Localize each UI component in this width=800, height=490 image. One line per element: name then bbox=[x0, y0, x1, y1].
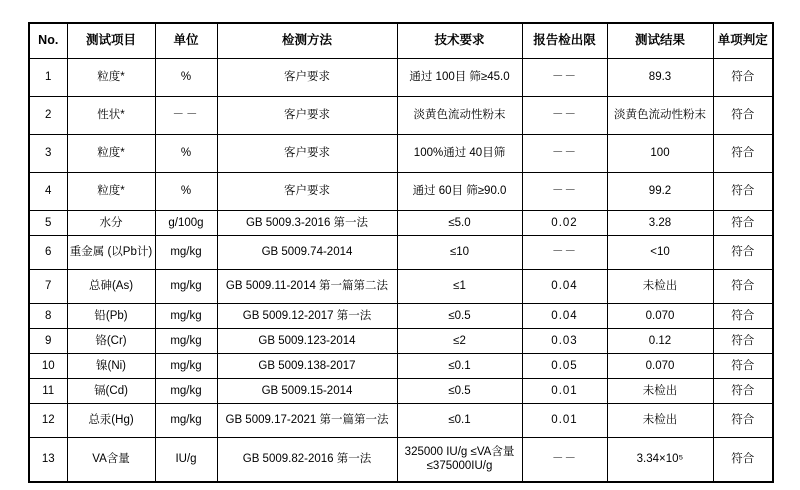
table-row bbox=[29, 270, 773, 304]
row-result: 未检出 bbox=[607, 379, 713, 404]
row-requirement: 通过 60目 筛≥90.0 bbox=[397, 173, 522, 211]
row-judgement: 符合 bbox=[713, 438, 773, 482]
row-item: 总汞(Hg) bbox=[67, 404, 155, 438]
row-result: 89.3 bbox=[607, 59, 713, 97]
row-result: 3.28 bbox=[607, 211, 713, 236]
row-result: 未检出 bbox=[607, 404, 713, 438]
header-row bbox=[29, 23, 773, 59]
table-row bbox=[29, 404, 773, 438]
header-no: No. bbox=[29, 23, 67, 59]
row-requirement: 325000 IU/g ≤VA含量≤375000IU/g bbox=[397, 438, 522, 482]
row-unit: mg/kg bbox=[155, 270, 217, 304]
row-unit: mg/kg bbox=[155, 329, 217, 354]
row-unit: mg/kg bbox=[155, 379, 217, 404]
row-judgement: 符合 bbox=[713, 304, 773, 329]
row-judgement: 符合 bbox=[713, 135, 773, 173]
table-row bbox=[29, 438, 773, 482]
table-row bbox=[29, 379, 773, 404]
header-judgement: 单项判定 bbox=[713, 23, 773, 59]
table-row bbox=[29, 354, 773, 379]
row-detection-limit: －－ bbox=[522, 97, 607, 135]
row-item: 镉(Cd) bbox=[67, 379, 155, 404]
row-method: 客户要求 bbox=[217, 135, 397, 173]
row-detection-limit: 0.04 bbox=[522, 304, 607, 329]
row-no: 5 bbox=[29, 211, 67, 236]
row-item: 粒度* bbox=[67, 59, 155, 97]
table-body bbox=[29, 59, 773, 482]
header-detection-limit: 报告检出限 bbox=[522, 23, 607, 59]
row-judgement: 符合 bbox=[713, 354, 773, 379]
row-detection-limit: 0.03 bbox=[522, 329, 607, 354]
row-unit: g/100g bbox=[155, 211, 217, 236]
row-judgement: 符合 bbox=[713, 379, 773, 404]
table-row bbox=[29, 211, 773, 236]
table-header bbox=[29, 23, 773, 59]
row-requirement: ≤2 bbox=[397, 329, 522, 354]
row-no: 11 bbox=[29, 379, 67, 404]
row-method: GB 5009.74-2014 bbox=[217, 236, 397, 270]
row-method: GB 5009.123-2014 bbox=[217, 329, 397, 354]
row-requirement: ≤0.1 bbox=[397, 354, 522, 379]
row-requirement: ≤0.5 bbox=[397, 379, 522, 404]
row-requirement: 100%通过 40目筛 bbox=[397, 135, 522, 173]
row-no: 7 bbox=[29, 270, 67, 304]
row-item: 性状* bbox=[67, 97, 155, 135]
row-result: 0.12 bbox=[607, 329, 713, 354]
row-no: 1 bbox=[29, 59, 67, 97]
row-method: 客户要求 bbox=[217, 59, 397, 97]
row-detection-limit: －－ bbox=[522, 438, 607, 482]
row-item: 总砷(As) bbox=[67, 270, 155, 304]
row-result: 0.070 bbox=[607, 354, 713, 379]
row-no: 13 bbox=[29, 438, 67, 482]
header-method: 检测方法 bbox=[217, 23, 397, 59]
row-requirement: ≤0.5 bbox=[397, 304, 522, 329]
row-unit: mg/kg bbox=[155, 304, 217, 329]
table-row bbox=[29, 304, 773, 329]
row-method: GB 5009.12-2017 第一法 bbox=[217, 304, 397, 329]
row-detection-limit: －－ bbox=[522, 135, 607, 173]
row-requirement: 通过 100目 筛≥45.0 bbox=[397, 59, 522, 97]
row-item: 水分 bbox=[67, 211, 155, 236]
row-requirement: ≤1 bbox=[397, 270, 522, 304]
row-requirement: ≤5.0 bbox=[397, 211, 522, 236]
row-method: 客户要求 bbox=[217, 97, 397, 135]
row-item: VA含量 bbox=[67, 438, 155, 482]
row-judgement: 符合 bbox=[713, 404, 773, 438]
row-unit: mg/kg bbox=[155, 404, 217, 438]
row-detection-limit: 0.01 bbox=[522, 404, 607, 438]
row-result: 0.070 bbox=[607, 304, 713, 329]
row-result: 99.2 bbox=[607, 173, 713, 211]
row-item: 粒度* bbox=[67, 135, 155, 173]
header-item: 测试项目 bbox=[67, 23, 155, 59]
row-item: 铅(Pb) bbox=[67, 304, 155, 329]
row-no: 9 bbox=[29, 329, 67, 354]
row-requirement: ≤0.1 bbox=[397, 404, 522, 438]
row-method: GB 5009.11-2014 第一篇第二法 bbox=[217, 270, 397, 304]
row-detection-limit: －－ bbox=[522, 173, 607, 211]
row-item: 重金属 (以Pb计) bbox=[67, 236, 155, 270]
row-no: 12 bbox=[29, 404, 67, 438]
row-item: 铬(Cr) bbox=[67, 329, 155, 354]
row-item: 粒度* bbox=[67, 173, 155, 211]
row-judgement: 符合 bbox=[713, 270, 773, 304]
row-method: GB 5009.138-2017 bbox=[217, 354, 397, 379]
row-no: 2 bbox=[29, 97, 67, 135]
header-requirement: 技术要求 bbox=[397, 23, 522, 59]
row-judgement: 符合 bbox=[713, 329, 773, 354]
table-row bbox=[29, 329, 773, 354]
row-detection-limit: 0.04 bbox=[522, 270, 607, 304]
row-judgement: 符合 bbox=[713, 236, 773, 270]
row-method: GB 5009.3-2016 第一法 bbox=[217, 211, 397, 236]
row-result: 未检出 bbox=[607, 270, 713, 304]
test-results-table bbox=[28, 22, 774, 483]
row-method: GB 5009.17-2021 第一篇第一法 bbox=[217, 404, 397, 438]
row-detection-limit: －－ bbox=[522, 59, 607, 97]
row-requirement: ≤10 bbox=[397, 236, 522, 270]
row-unit: IU/g bbox=[155, 438, 217, 482]
row-detection-limit: 0.01 bbox=[522, 379, 607, 404]
row-detection-limit: 0.02 bbox=[522, 211, 607, 236]
row-no: 8 bbox=[29, 304, 67, 329]
row-no: 10 bbox=[29, 354, 67, 379]
row-judgement: 符合 bbox=[713, 59, 773, 97]
row-no: 3 bbox=[29, 135, 67, 173]
row-requirement: 淡黄色流动性粉末 bbox=[397, 97, 522, 135]
row-no: 4 bbox=[29, 173, 67, 211]
table-row bbox=[29, 59, 773, 97]
header-result: 测试结果 bbox=[607, 23, 713, 59]
table-row bbox=[29, 173, 773, 211]
row-unit: % bbox=[155, 173, 217, 211]
row-method: GB 5009.82-2016 第一法 bbox=[217, 438, 397, 482]
table-row bbox=[29, 135, 773, 173]
row-unit: mg/kg bbox=[155, 236, 217, 270]
table-row bbox=[29, 97, 773, 135]
row-unit: % bbox=[155, 135, 217, 173]
row-result: 3.34×10⁵ bbox=[607, 438, 713, 482]
row-method: GB 5009.15-2014 bbox=[217, 379, 397, 404]
row-judgement: 符合 bbox=[713, 211, 773, 236]
row-result: 100 bbox=[607, 135, 713, 173]
row-result: <10 bbox=[607, 236, 713, 270]
row-judgement: 符合 bbox=[713, 173, 773, 211]
row-item: 镍(Ni) bbox=[67, 354, 155, 379]
table-row bbox=[29, 236, 773, 270]
row-unit: % bbox=[155, 59, 217, 97]
row-no: 6 bbox=[29, 236, 67, 270]
row-detection-limit: 0.05 bbox=[522, 354, 607, 379]
row-method: 客户要求 bbox=[217, 173, 397, 211]
header-unit: 单位 bbox=[155, 23, 217, 59]
row-judgement: 符合 bbox=[713, 97, 773, 135]
row-unit: －－ bbox=[155, 97, 217, 135]
row-detection-limit: －－ bbox=[522, 236, 607, 270]
row-unit: mg/kg bbox=[155, 354, 217, 379]
row-result: 淡黄色流动性粉末 bbox=[607, 97, 713, 135]
